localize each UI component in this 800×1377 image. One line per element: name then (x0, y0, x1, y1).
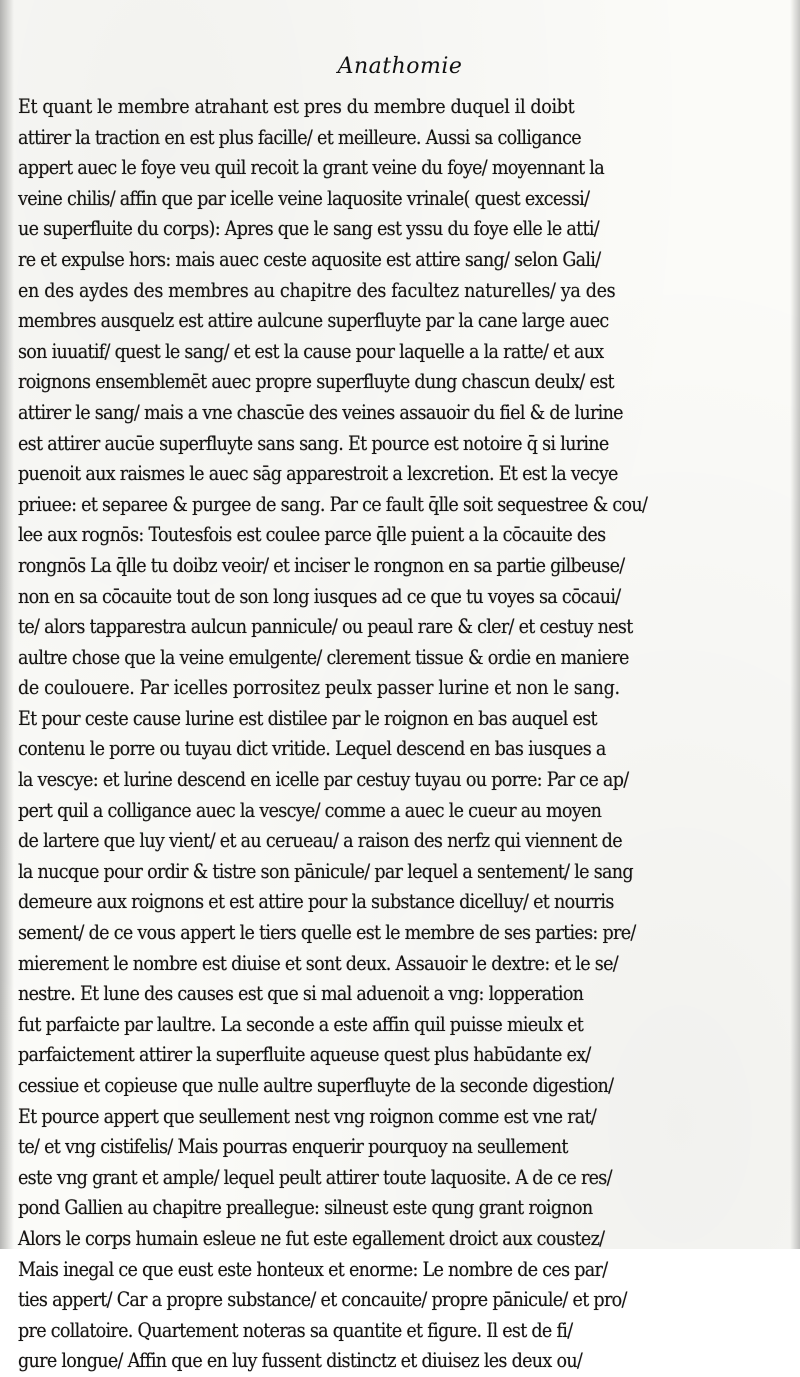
text-line: en des aydes des membres au chapitre des facultez naturelles/ ya des (18, 278, 616, 302)
text-line: Et pource appert que seullement nest vng roignon comme est vne rat/ (18, 1104, 597, 1128)
text-line: Mais inegal ce que eust este honteux et enorme: Le nombre de ces par/ (18, 1257, 608, 1281)
text-line: te/ alors tapparestra aulcun pannicule/ ou peaul rare & cler/ et cestuy nest (18, 615, 633, 639)
text-line: pond Gallien au chapitre preallegue: silneust este qung grant roignon (18, 1196, 593, 1220)
text-line: te/ et vng cistifelis/ Mais pourras enquerir pourquoy na seullement (18, 1135, 568, 1159)
text-line: la nucque pour ordir & tistre son pānicule/ par lequel a sentement/ le sang (18, 859, 633, 883)
text-line: Alors le corps humain esleue ne fut este egallement droict aux coustez/ (18, 1226, 605, 1250)
text-line: Et pour ceste cause lurine est distilee par le roignon en bas auquel est (18, 706, 597, 730)
text-line: parfaictement attirer la superfluite aqueuse quest plus habūdante ex/ (18, 1043, 591, 1067)
text-line: la vescye: et lurine descend en icelle par cestuy tuyau ou porre: Par ce ap/ (18, 768, 629, 792)
text-line: attirer la traction en est plus facille/ et meilleure. Aussi sa colligance (18, 125, 581, 149)
text-line: pert quil a colligance auec la vescye/ comme a auec le cueur au moyen (18, 798, 602, 822)
page-edge-shadow-left (0, 0, 14, 1249)
text-line: mierement le nombre est diuise et sont deux. Assauoir le dextre: et le se/ (18, 951, 618, 975)
text-line: cessiue et copieuse que nulle aultre superfluyte de la seconde digestion/ (18, 1074, 614, 1097)
text-line: membres ausquelz est attire aulcune superfluyte par la cane large auec (18, 309, 609, 333)
text-line: aultre chose que la veine emulgente/ clerement tissue & ordie en maniere (18, 645, 629, 669)
running-head: Anathomie (337, 54, 463, 79)
text-line: nestre. Et lune des causes est que si mal aduenoit a vng: lopperation (18, 982, 584, 1006)
text-line: ties appert/ Car a propre substance/ et concauite/ propre pānicule/ et pro/ (18, 1288, 627, 1312)
text-line: est attirer aucūe superfluyte sans sang. Et pource est notoire q̄ si lurine (18, 431, 609, 455)
text-line: re et expulse hors: mais auec ceste aquosite est attire sang/ selon Gali/ (18, 247, 601, 271)
text-line: este vng grant et ample/ lequel peult attirer toute laquosite. A de ce res/ (18, 1165, 612, 1189)
text-line: Et quant le membre atrahant est pres du membre duquel il doibt (18, 95, 575, 118)
text-line: contenu le porre ou tuyau dict vritide. Lequel descend en bas iusques a (18, 737, 606, 761)
text-line: lee aux rognōs: Toutesfois est coulee parce q̄lle puient a la cōcauite des (18, 523, 606, 547)
text-line: non en sa cōcauite tout de son long iusques ad ce que tu voyes sa cōcaui/ (18, 584, 621, 608)
text-line: attirer le sang/ mais a vne chascūe des veines assauoir du fiel & de lurine (18, 400, 623, 424)
text-line: roignons ensemblemēt auec propre superfluyte dung chascun deulx/ est (18, 370, 614, 394)
text-line: pre collatoire. Quartement noteras sa quantite et figure. Il est de fi/ (18, 1318, 573, 1342)
text-line: fut parfaicte par laultre. La seconde a este affin quil puisse mieulx et (18, 1012, 584, 1036)
text-line: de coulouere. Par icelles porrositez peulx passer lurine et non le sang. (18, 676, 620, 700)
text-line: ue superfluite du corps): Apres que le sang est yssu du foye elle le atti/ (18, 217, 599, 241)
text-line: demeure aux roignons et est attire pour la substance dicelluy/ et nourris (18, 890, 614, 914)
text-line: puenoit aux raismes le auec sāg apparestroit a lexcretion. Et est la vecye (18, 462, 618, 486)
text-line: sement/ de ce vous appert le tiers quelle est le membre de ses parties: pre/ (18, 921, 636, 945)
text-line: de lartere que luy vient/ et au cerueau/ a raison des nerfz qui viennent de (18, 829, 622, 853)
text-line: appert auec le foye veu quil recoit la grant veine du foye/ moyennant la (18, 156, 604, 180)
text-line: priuee: et separee & purgee de sang. Par ce fault q̄lle soit sequestree & cou/ (18, 492, 648, 516)
body-text (18, 92, 788, 1377)
page-edge-shadow-right (790, 0, 800, 1249)
text-line: son iuuatif/ quest le sang/ et est la cause pour laquelle a la ratte/ et aux (18, 339, 604, 363)
text-line: gure longue/ Affin que en luy fussent distinctz et diuisez les deux ou/ (18, 1349, 583, 1373)
text-line: veine chilis/ affin que par icelle veine laquosite vrinale( quest excessi/ (18, 186, 590, 210)
text-line: rongnōs La q̄lle tu doibz veoir/ et inciser le rongnon en sa partie gilbeuse/ (18, 553, 625, 577)
